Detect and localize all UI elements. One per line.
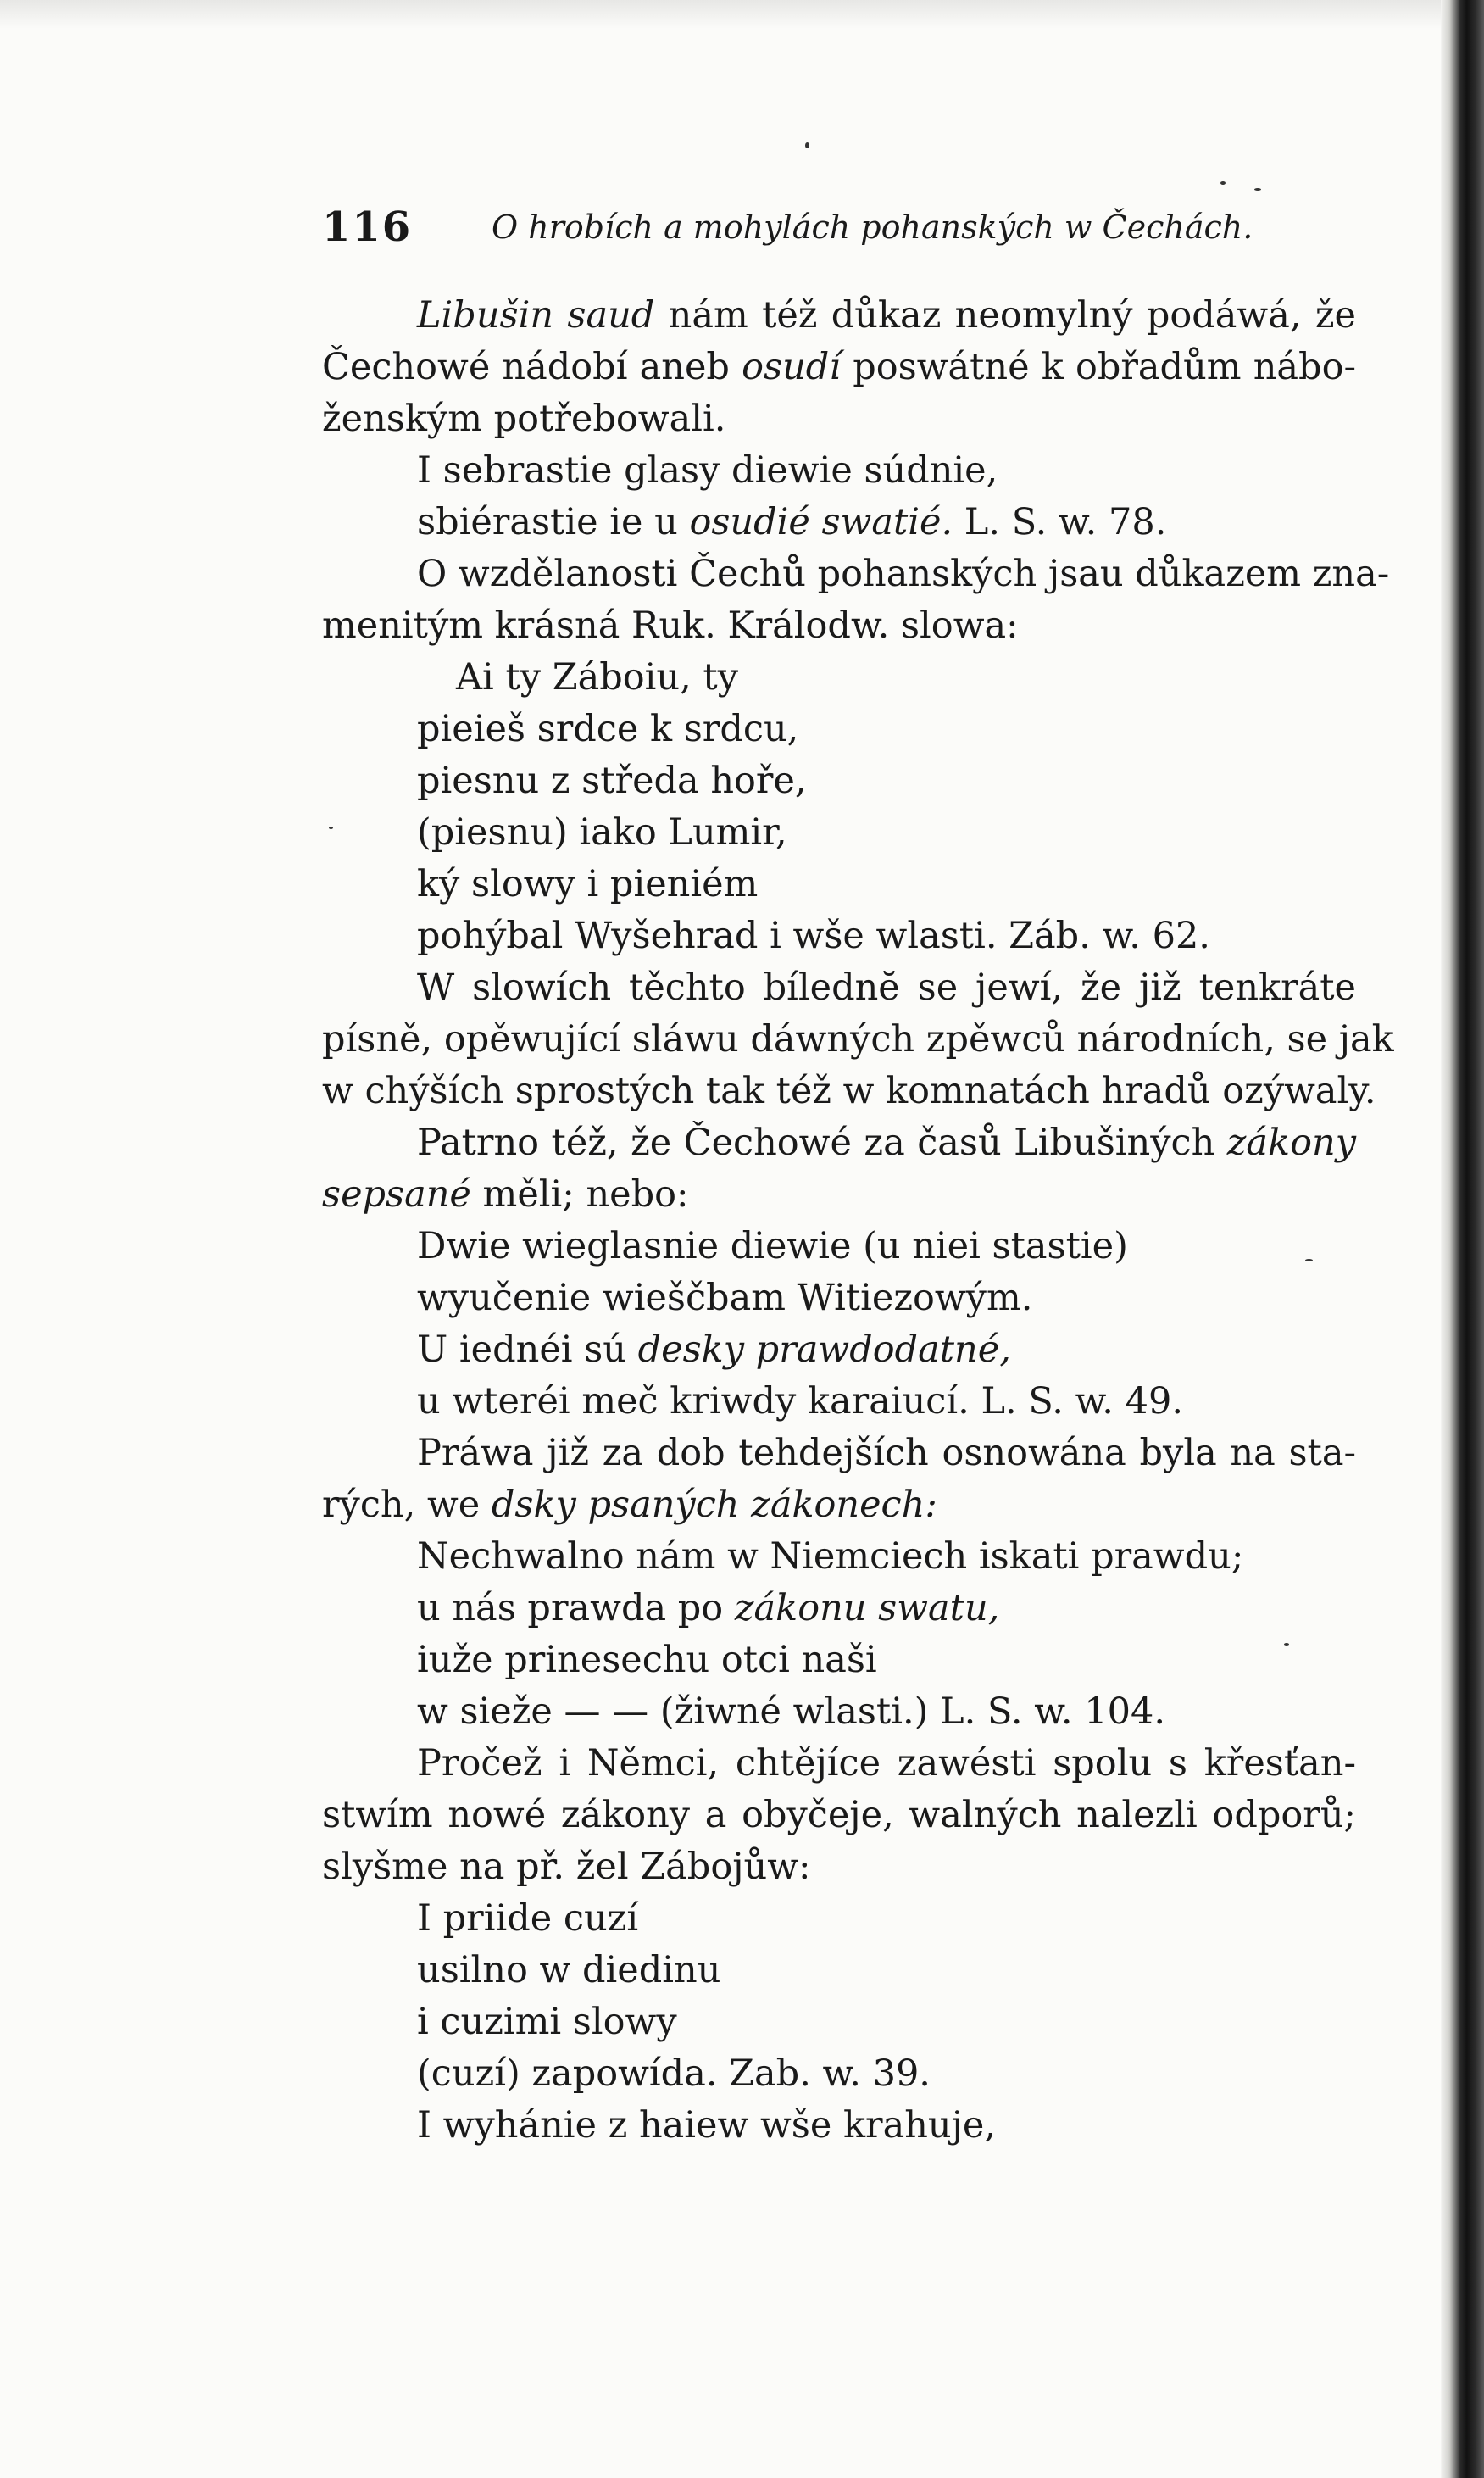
text-line: menitým krásná Ruk. Králodw. slowa: <box>322 604 1019 647</box>
verse-line: U iednéi sú desky prawdodatné, <box>417 1328 1011 1371</box>
verse-line: ký slowy i pieniém <box>417 863 759 905</box>
verse-line: i cuzimi slowy <box>417 2001 677 2043</box>
text-line: stwím nowé zákony a obyčeje, walných nalezli odporů; <box>322 1794 1356 1836</box>
text-line: Práwa již za dob tehdejších osnowána byla na sta- <box>417 1432 1356 1474</box>
running-title: O hrobích a mohylách pohanských w Čechách. <box>492 209 1253 246</box>
verse-line: I priide cuzí <box>417 1897 639 1940</box>
text-line: slyšme na př. žel Zábojůw: <box>322 1846 811 1888</box>
verse-line: pieieš srdce k srdcu, <box>417 708 799 750</box>
text-line: W slowích těchto bílednĕ se jewí, že již tenkráte <box>417 966 1356 1009</box>
scan-speck <box>329 827 333 829</box>
verse-line: I sebrastie glasy diewie súdnie, <box>417 449 998 492</box>
verse-line: I wyhánie z haiew wše krahuje, <box>417 2104 997 2147</box>
verse-line: Nechwalno nám w Niemciech iskati prawdu; <box>417 1535 1244 1578</box>
verse-line: piesnu z středa hoře, <box>417 760 807 802</box>
text-line: Pročež i Němci, chtějíce zawésti spolu s křesťan- <box>417 1742 1356 1785</box>
scan-top-shadow <box>0 0 1484 29</box>
verse-line: (piesnu) iako Lumir, <box>417 811 787 854</box>
verse-line: iuže prinesechu otci naši <box>417 1639 877 1681</box>
text-line: O wzdělanosti Čechů pohanských jsau důkazem zna- <box>417 553 1390 595</box>
verse-line: Ai ty Záboiu, ty <box>456 656 738 699</box>
text-line: Libušin saud nám též důkaz neomylný podáwá, že <box>417 294 1356 337</box>
text-line: ženským potřebowali. <box>322 398 726 440</box>
scan-page-edge <box>1441 0 1484 2478</box>
text-line: Patrno též, že Čechowé za časů Libušiných zákony <box>417 1122 1356 1164</box>
scan-speck <box>1305 1259 1313 1261</box>
scan-speck <box>1254 188 1261 191</box>
verse-line: w sieže — — (žiwné wlasti.) L. S. w. 104. <box>417 1690 1165 1733</box>
page-number: 116 <box>322 203 413 251</box>
verse-line: (cuzí) zapowída. Zab. w. 39. <box>417 2052 931 2095</box>
text-line: Čechowé nádobí aneb osudí poswátné k obřadům nábo- <box>322 346 1356 388</box>
verse-line: u wteréi meč kriwdy karaiucí. L. S. w. 49. <box>417 1380 1184 1423</box>
verse-line: pohýbal Wyšehrad i wše wlasti. Záb. w. 62. <box>417 915 1210 957</box>
scan-speck <box>805 142 809 148</box>
verse-line: u nás prawda po zákonu swatu, <box>417 1587 1000 1629</box>
verse-line: sbiérastie ie u osudié swatié. L. S. w. 78. <box>417 501 1167 543</box>
verse-line: wyučenie wieščbam Witiezowým. <box>417 1277 1033 1319</box>
scan-speck <box>1284 1643 1289 1646</box>
text-line: sepsané měli; nebo: <box>322 1173 689 1216</box>
verse-line: Dwie wieglasnie diewie (u niei stastie) <box>417 1225 1128 1267</box>
text-line: písně, opěwující sláwu dáwných zpěwců národních, se jak <box>322 1018 1394 1061</box>
running-head <box>322 203 1356 263</box>
text-line: w chýších sprostých tak též w komnatách hradů ozýwaly. <box>322 1070 1376 1112</box>
text-line: rých, we dsky psaných zákonech: <box>322 1484 937 1526</box>
body-text <box>322 290 1394 2152</box>
scan-speck <box>1220 181 1226 185</box>
verse-line: usilno w diedinu <box>417 1949 721 1991</box>
